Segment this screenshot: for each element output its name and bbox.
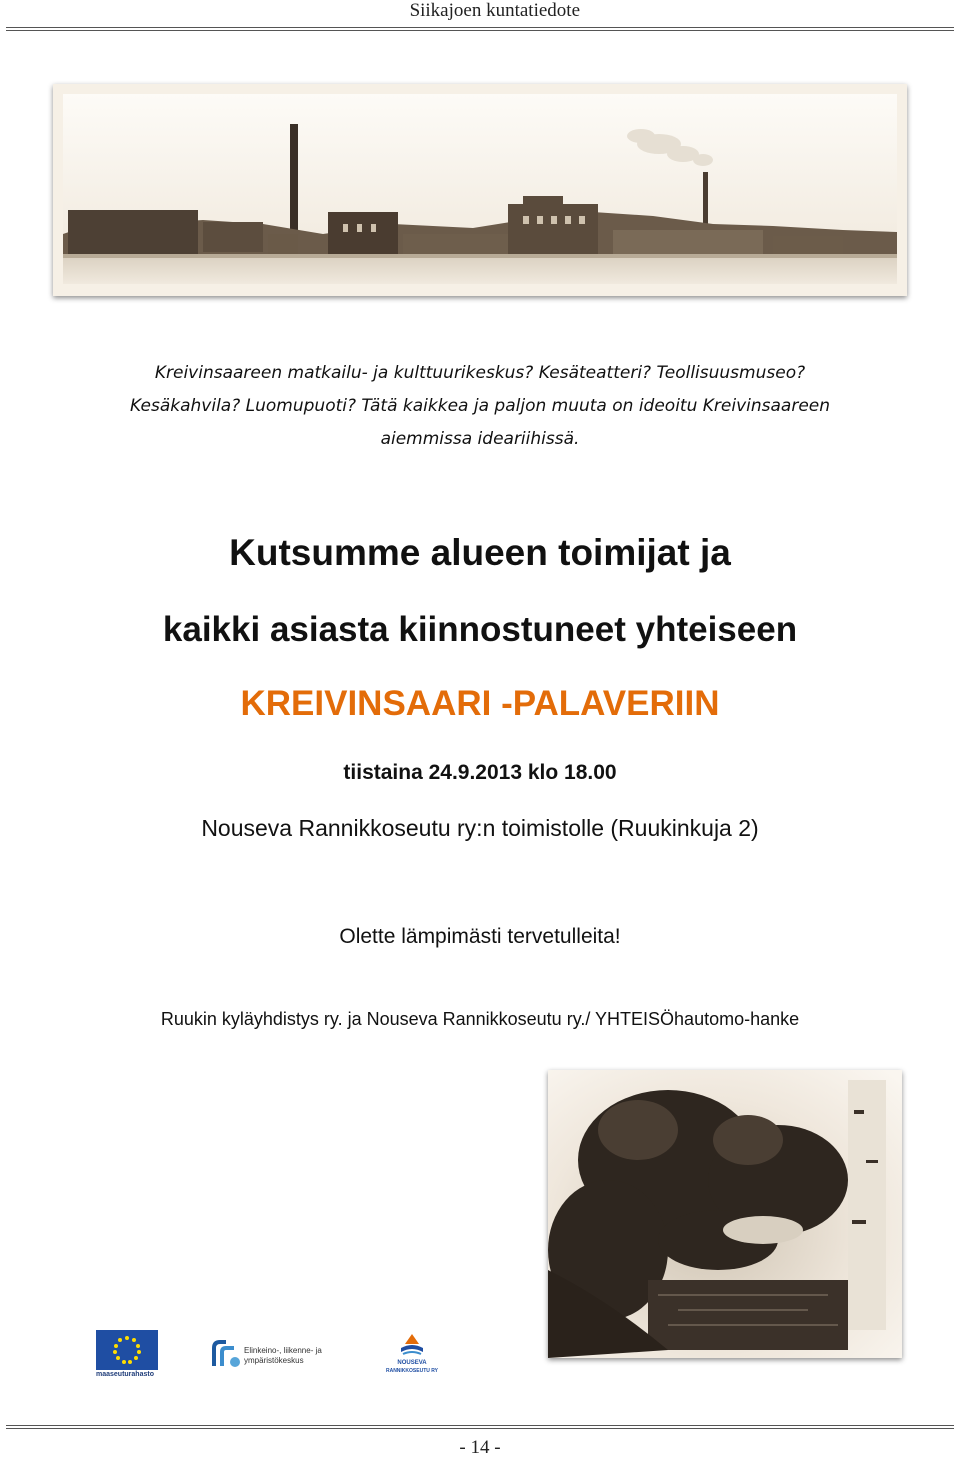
event-location: Nouseva Rannikkoseutu ry:n toimistolle (Ruukinkuja 2) <box>201 815 759 841</box>
nouseva-logo-line-2: RANNIKKOSEUTU RY <box>385 1368 439 1374</box>
header-divider <box>6 27 954 28</box>
invitation-line-1: Kutsumme alueen toimijat ja <box>229 532 731 573</box>
organizers-text: Ruukin kyläyhdistys ry. ja Nouseva Rannikkoseutu ry./ YHTEISÖhautomo-hanke <box>160 1009 800 1029</box>
welcome-text: Olette lämpimästi tervetulleita! <box>339 925 621 948</box>
eu-logo-caption: maaseuturahasto <box>96 1371 154 1378</box>
factory-landscape-photo <box>53 84 907 296</box>
river-trees-photo <box>548 1070 902 1358</box>
intro-line-3: aiemmissa ideariihissä. <box>380 429 580 449</box>
newsletter-title: Siikajoen kuntatiedote <box>409 0 580 21</box>
intro-line-2: Kesäkahvila? Luomupuoti? Tätä kaikkea ja paljon muuta on ideoitu Kreivinsaareen <box>129 396 831 416</box>
header-divider-2 <box>6 30 954 31</box>
event-title: KREIVINSAARI -PALAVERIIN <box>240 684 720 723</box>
invitation-line-2: kaikki asiasta kiinnostuneet yhteiseen <box>162 610 798 649</box>
nouseva-rannikkoseutu-logo <box>376 1332 448 1380</box>
nouseva-logo-line-1: NOUSEVA <box>397 1360 427 1366</box>
footer-divider <box>6 1425 954 1426</box>
ely-centre-logo <box>210 1340 340 1374</box>
intro-paragraph <box>60 357 900 456</box>
event-date: tiistaina 24.9.2013 klo 18.00 <box>343 761 617 784</box>
intro-line-1: Kreivinsaareen matkailu- ja kulttuurikeskus? Kesäteatteri? Teollisuusmuseo? <box>154 363 806 383</box>
eu-rural-fund-logo <box>96 1330 158 1378</box>
ely-logo-line-2: ympäristökeskus <box>244 1356 304 1365</box>
footer-divider-2 <box>6 1428 954 1429</box>
ely-logo-line-1: Elinkeino-, liikenne- ja <box>244 1346 322 1355</box>
page-number: - 14 - <box>459 1437 501 1458</box>
